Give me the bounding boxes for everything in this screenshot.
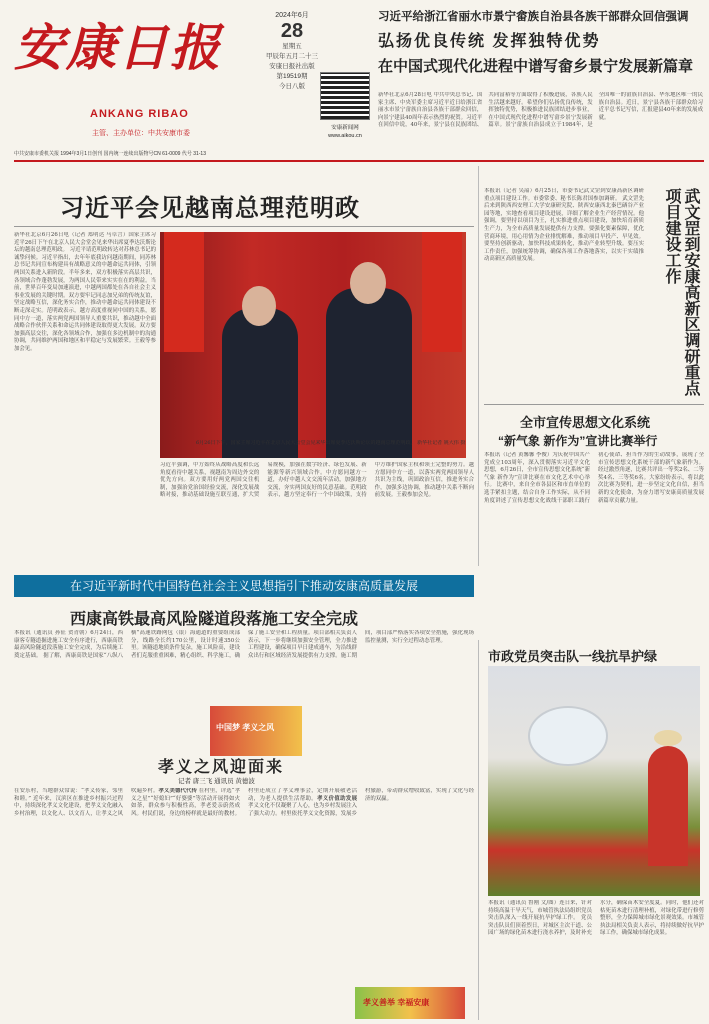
website-box xyxy=(318,124,372,140)
website-label: 安康新闻网 xyxy=(331,125,359,131)
date-year-month: 2024年6月 xyxy=(275,12,309,19)
story3-headline: 西康高铁最高风险隧道段落施工安全完成 xyxy=(70,611,359,628)
story3-lead: 本报讯（通讯员 孙征 贺青朝）6月24日，西康客专隧道掘进施工安全有序进行，西康高铁最高风险隧道段落施工安全完成，为后续施工奠定基础。 xyxy=(14,630,123,659)
page-count: 今日八版 xyxy=(279,83,305,90)
person-left xyxy=(222,308,298,458)
story5-photo xyxy=(488,666,700,896)
main-lead: 新华社北京6月26日电（记者 郑明达 马卓言）国家主席习近平26日下午在北京人民大会堂会见来华出席夏季达沃斯论坛的越南总理范明政。 xyxy=(14,232,156,254)
website-url[interactable]: www.aikou.cn xyxy=(328,133,362,139)
publisher: 安康日报社出版 xyxy=(269,63,315,70)
side1-headline: 武文罡到安康高新区调研重点项目建设工作 xyxy=(663,188,699,396)
side2-lead: 本报讯（记者 黄馨馨 李俊）为庆祝中国共产党成立103周年，深入贯彻落实习近平文化思想，6月26日，全市宣传思想文化系统“新气象 新作为”宣讲比赛在市文化艺术中心举行。 xyxy=(484,452,590,489)
masthead-rule xyxy=(14,160,704,162)
theme-banner: 在习近平新时代中国特色社会主义思想指引下推动安康高质量发展 xyxy=(14,575,474,597)
story5-headline: 市政党员突击队一线抗旱护绿 xyxy=(488,649,658,664)
weekday: 星期五 xyxy=(282,43,302,50)
sculpture-shape xyxy=(528,706,608,766)
top-headline-line2: 弘扬优良传统 发挥独特优势 xyxy=(378,33,601,50)
masthead-title-en: ANKANG RIBAO xyxy=(90,108,189,120)
story4-text: 在安乐村，当地群众常说：“孝义传家，邻里和睦。” 近年来，汉滨区在推进乡村振兴过程中，持续深化孝义文化建设，把孝义文化融入乡村治理，以文化人、以文育人，让孝义之风吹遍乡村。孝义美德代代传 在村里，评选“孝义之星”“好媳妇”“好婆婆”等活动开展得如火如荼，群众参与积极性高，孝老爱亲蔚然成风。村民们说，身边的榜样就是最好的教材。村里还成立了孝义理事会，定期开展敬老活动，为老人提供生活帮助。孝义价值助发展 孝义文化不仅凝聚了人心，也为乡村发展注入了强大动力。村里依托孝义文化资源，发展乡村旅游，带动群众增收致富，实现了文化与经济的双赢。 xyxy=(14,788,474,817)
story3-text: 本报讯（通讯员 孙征 贺青朝）6月24日，西康客专隧道掘进施工安全有序进行，西康高铁最高风险隧道段落施工安全完成，为后续施工奠定基础。 据了解，西康高铁是国家“八纵八横”高速铁路网包（银）海通道的重要组成部分，线路全长约170公里，设计时速350公里。该隧道地质条件复杂，施工风险高，建设者们克服重重困难，精心组织、科学施工，确保了施工安全和工程质量。项目部相关负责人表示，下一步将继续加强安全管理，全力推进工程建设，确保项目早日建成通车，为沿线群众出行和区域经济发展提供有力支撑。施工期间，项目部严格落实各项安全措施，强化现场监控量测，实行全过程动态管理。 xyxy=(14,630,474,659)
person-right-head xyxy=(350,262,386,304)
issue-number: 第19519期 xyxy=(276,73,308,80)
side1-lead: 本报讯（记者 吴韶）6月25日，市委书记武文罡到安康高新区调研重点项目建设工作。市委常委、秘书长陈君国参加调研。 xyxy=(484,188,644,202)
qr-code xyxy=(320,72,370,120)
story4-headline: 孝义之风迎面来 xyxy=(158,759,285,776)
story5-lead: 本报讯（通讯员 鲁刚 文/图）连日来，针对持续高温干旱天气，市城管执法局组织党员突击队深入一线开展抗旱护绿工作。 xyxy=(488,900,592,922)
lunar-date: 甲辰年五月二十三 xyxy=(266,53,318,60)
top-headline-line3: 在中国式现代化进程中谱写畲乡景宁发展新篇章 xyxy=(378,58,694,75)
top-story-text: 新华社北京6月28日电 中共中央总书记、国家主席、中央军委主席习近平近日给浙江省丽水市景宁畲族自治县各族干部群众回信，向景宁建县40周年表示热烈的祝贺。习近平在回信中说，40年来，景宁县在民族团结、共同富裕等方面取得了积极进展，各族人民生活越来越好。希望你们弘扬优良传统，发挥独特优势，积极推进民族团结进步事业，在中国式现代化进程中谱写畲乡景宁发展新篇章。景宁畲族自治县成立于1984年，是全国唯一的畲族自治县、华东地区唯一的民族自治县。近日，景宁县各族干部群众给习近平总书记写信，汇报建县40年来的发展成就。 xyxy=(378,92,703,129)
date-day: 28 xyxy=(280,20,304,42)
story4-subhead2: 孝义价值助发展 xyxy=(317,795,357,802)
worker-hat xyxy=(654,730,682,746)
top-headlines xyxy=(378,8,703,76)
person-right xyxy=(326,288,412,458)
story3-photo-slogan: 中国梦 孝义之风 xyxy=(216,723,275,732)
main-text-cont: 习近平强调，中方始终从战略高度和长远角度看待中越关系，视越南为周边外交的优先方向。双方要用好两党两国交往机制，加强治党治国经验交流，深化发展战略对接，推动基础设施互联互通，扩大贸易规模，加强在数字经济、绿色发展、新能源等新兴领域合作。中方愿同越方一道，办好中越人文交流年活动，加强地方交流，夯实两国友好的民意基础。范明政表示，越方坚定奉行一个中国政策，支持中方维护国家主权和领土完整的努力。越方愿同中方一道，以落实两党两国领导人共识为主线，巩固政治互信，推进务实合作，加强多边协调，推动越中关系不断向前发展。王毅参加会见。 xyxy=(160,462,474,499)
flag-right xyxy=(422,232,462,352)
side-divider1 xyxy=(484,404,704,405)
top-headline-line1: 习近平给浙江省丽水市景宁畲族自治县各族干部群众回信强调 xyxy=(378,11,689,23)
side2-headline-line1: 全市宣传思想文化系统 xyxy=(520,415,651,430)
side2-headline-line2: “新气象 新作为”宣讲比赛举行 xyxy=(498,434,658,448)
masthead-title: 安康日报 xyxy=(14,18,222,77)
story4-photo-slogan: 孝义善举 幸福安康 xyxy=(363,998,430,1007)
worker-figure xyxy=(648,746,688,866)
column-divider xyxy=(478,166,479,566)
main-text-col1: 新华社北京6月26日电（记者 郑明达 马卓言）国家主席习近平26日下午在北京人民大会堂会见来华出席夏季达沃斯论坛的越南总理范明政。 习近平请范明政转达对苏林总书记的诚挚问候。习近平指出，去年年底我访问越南期间，同苏林总书记共同宣布构建具有战略意义的中越命运共同体，引领两国关系进入新阶段。半年多来，双方积极落实高层共识，各领域合作蓬勃发展，为两国人民带来实实在在的利益。当前，世界百年变局加速演进，中越两国都处在各自社会主义事业发展的关键时期。双方要牢记同志加兄弟的传统友谊，坚定战略互信，深化务实合作，推动中越命运共同体建设不断走深走实。范明政表示，越方高度重视同中国的关系，愿同中方一道，落实两党两国领导人重要共识，推动越中全面战略合作伙伴关系和命运共同体建设取得更大发展。双方要加强高层交往，深化各领域合作，加强在多边机制中的沟通协调，共同维护两国和地区和平稳定与发展繁荣。王毅等参加会见。 xyxy=(14,232,156,352)
person-left-head xyxy=(242,286,276,326)
photo-credit: 新华社记者 姚大伟 摄 xyxy=(417,440,466,446)
date-box xyxy=(262,10,322,92)
main-divider xyxy=(14,226,474,227)
story5-text: 本报讯（通讯员 鲁刚 文/图）连日来，针对持续高温干旱天气，市城管执法局组织党员突击队深入一线开展抗旱护绿工作。 党员突击队员们顶着烈日，对城区主次干道、公园广场的绿化苗木进行浇水养护，及时补充水分，确保苗木安全度夏。同时，他们还对枯死苗木进行清理补植，对绿化带进行修剪整形，全力保障城市绿化景观效果。市城管执法局相关负责人表示，将持续做好抗旱护绿工作，确保城市绿化成果。 xyxy=(488,900,704,937)
story4-subhead1: 孝义美德代代传 xyxy=(158,788,197,794)
side1-text: 本报讯（记者 吴韶）6月25日，市委书记武文罡到安康高新区调研重点项目建设工作。市委常委、秘书长陈君国参加调研。 武文罡先后来到陕西西安理工大学安康研究院、陕西安康西北秦巴硒谷产业园等地，实地查看项目建设进展，详细了解企业生产经营情况。他强调，要坚持以项目为王，扎实推进重点项目建设，加快培育新质生产力，为全市高质量发展提供有力支撑。要强化要素保障，优化营商环境，用心用情为企业排忧解难，推动项目早投产、早见效。要坚持创新驱动，加快科技成果转化，推动产业转型升级。要压实工作责任，加强统筹协调，确保各项工作落地落实，以实干实绩推动高新区高质量发展。 xyxy=(484,188,644,263)
flag-left xyxy=(164,232,204,352)
main-headline: 习近平会见越南总理范明政 xyxy=(60,195,360,222)
story3-photo xyxy=(210,706,302,756)
masthead-info-line: 中共安康市委机关报 1994年3月1日创刊 国内统一连续出版物号CN 61-0009 代号 31-13 xyxy=(14,151,206,157)
story4-photo xyxy=(355,987,465,1019)
story4-byline: 记者 唐三飞 通讯员 黄德波 xyxy=(178,778,255,785)
story4-lead: 在安乐村，当地群众常说：“孝义传家，邻里和睦。” xyxy=(14,788,123,802)
photo-caption: 6月26日下午，国家主席习近平在北京人民大会堂会见来华出席夏季达沃斯论坛的越南总理范明政。 新华社记者 姚大伟 摄 xyxy=(196,440,466,446)
masthead-subtitle: 主管、主办单位：中共安康市委 xyxy=(92,130,190,137)
main-photo xyxy=(160,232,466,458)
side2-text: 本报讯（记者 黄馨馨 李俊）为庆祝中国共产党成立103周年，深入贯彻落实习近平文化思想，6月26日，全市宣传思想文化系统“新气象 新作为”宣讲比赛在市文化艺术中心举行。 比赛中，来自全市各县区和市直单位的选手紧扣主题，结合自身工作实际，从不同角度讲述了宣传思想文化战线干部职工践行初心使命、担当作为的生动故事，展现了全市宣传思想文化系统干部的新气象新作为。经过激烈角逐，比赛共评出一等奖2名、二等奖4名、三等奖6名。大家纷纷表示，将以此次比赛为契机，进一步坚定文化自信，担当新的文化使命，为奋力谱写安康高质量发展新篇章贡献力量。 xyxy=(484,452,704,504)
column-divider-2 xyxy=(478,640,479,1020)
